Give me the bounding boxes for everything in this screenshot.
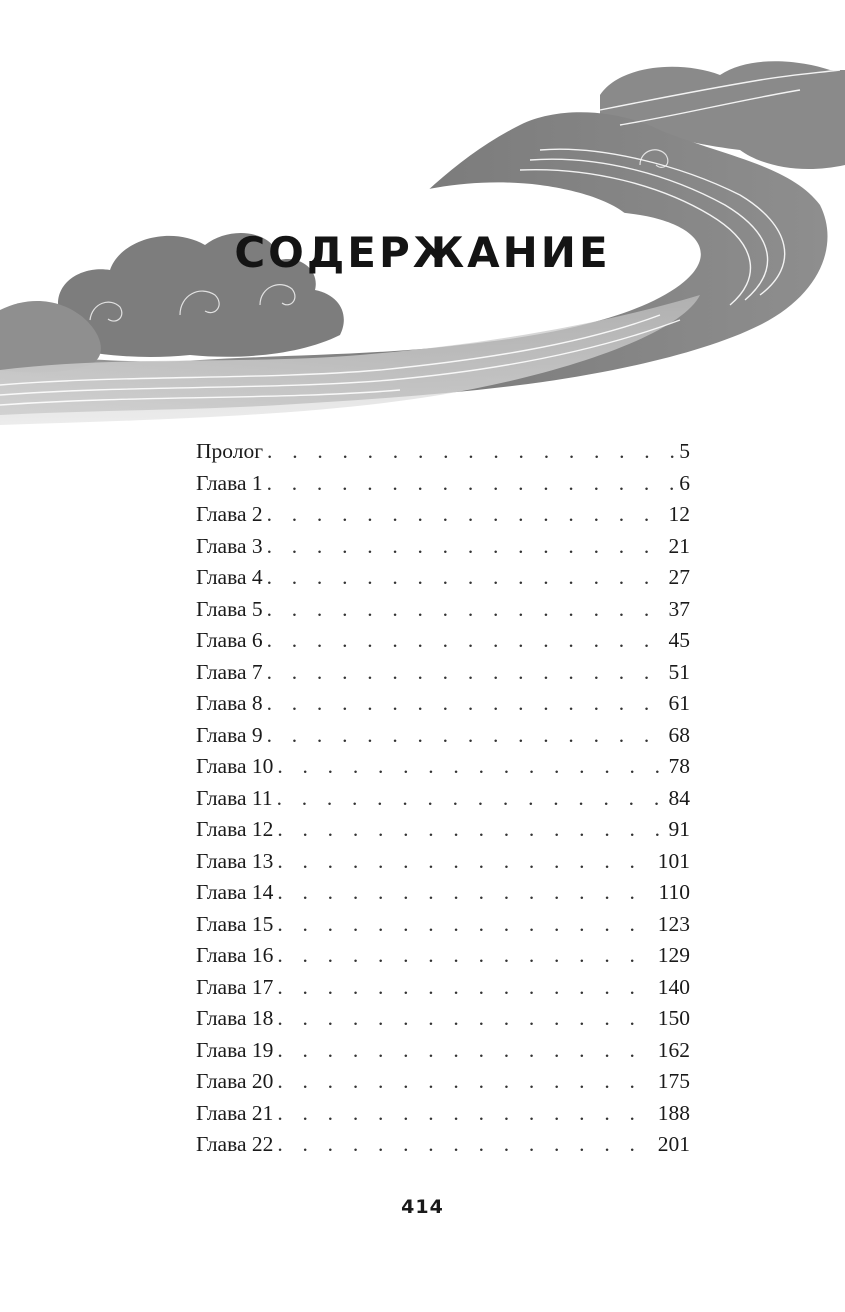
toc-entry-page: 101 — [657, 848, 690, 873]
toc-entry-label: Глава 5 — [196, 596, 263, 621]
toc-entry[interactable] — [196, 846, 690, 878]
toc-entry[interactable] — [196, 562, 690, 594]
toc-entry-page: 201 — [657, 1132, 690, 1156]
dot-leader — [267, 594, 665, 626]
toc-entry[interactable] — [196, 940, 690, 972]
toc-entry[interactable] — [196, 972, 690, 1004]
toc-entry-label: Глава 2 — [196, 502, 263, 526]
toc-entry-label: Глава 22 — [196, 1132, 274, 1156]
toc-entry[interactable] — [196, 751, 690, 783]
dot-leader — [277, 909, 653, 941]
toc-entry-page: 27 — [668, 565, 690, 589]
toc-entry-page: 175 — [657, 1069, 690, 1093]
dot-leader — [277, 877, 654, 909]
toc-entry-label: Пролог — [196, 439, 264, 463]
toc-entry-label: Глава 21 — [196, 1100, 274, 1125]
toc-entry-label: Глава 16 — [196, 943, 274, 967]
dot-leader — [267, 720, 665, 752]
toc-entry[interactable] — [196, 720, 690, 752]
toc-entry[interactable] — [196, 436, 690, 468]
dot-leader — [267, 688, 665, 720]
toc-entry-label: Глава 10 — [196, 754, 274, 778]
dot-leader — [277, 846, 653, 878]
toc-entry-page: 140 — [657, 974, 690, 999]
toc-entry[interactable] — [196, 1066, 690, 1098]
toc-entry-label: Глава 4 — [196, 565, 263, 589]
dot-leader — [267, 531, 665, 563]
toc-entry-page: 78 — [668, 754, 690, 778]
toc-entry-page: 162 — [657, 1037, 690, 1062]
dot-leader — [267, 625, 665, 657]
toc-entry[interactable] — [196, 814, 690, 846]
toc-entry-page: 37 — [668, 596, 690, 621]
toc-entry-page: 68 — [668, 722, 690, 747]
dot-leader — [277, 1035, 653, 1067]
toc-entry[interactable] — [196, 688, 690, 720]
dot-leader — [277, 814, 664, 846]
toc-entry[interactable] — [196, 909, 690, 941]
dot-leader — [277, 1129, 653, 1161]
toc-entry-label: Глава 20 — [196, 1069, 274, 1093]
toc-entry-page: 129 — [657, 943, 690, 967]
toc-entry-label: Глава 15 — [196, 911, 274, 936]
toc-entry-page: 45 — [668, 628, 690, 652]
dot-leader — [277, 940, 653, 972]
toc-entry-label: Глава 18 — [196, 1006, 274, 1030]
dot-leader — [267, 562, 665, 594]
toc-entry[interactable] — [196, 1129, 690, 1161]
toc-entry[interactable] — [196, 594, 690, 626]
table-of-contents — [196, 436, 690, 1161]
toc-entry[interactable] — [196, 468, 690, 500]
toc-entry[interactable] — [196, 1035, 690, 1067]
toc-entry-label: Глава 3 — [196, 533, 263, 558]
toc-entry-label: Глава 12 — [196, 817, 274, 841]
page-title: СОДЕРЖАНИЕ — [234, 228, 611, 277]
toc-entry-label: Глава 17 — [196, 974, 274, 999]
toc-entry-label: Глава 11 — [196, 785, 273, 810]
dot-leader — [277, 1098, 653, 1130]
toc-entry-page: 91 — [668, 817, 690, 841]
toc-entry-page: 61 — [668, 691, 690, 715]
toc-entry-label: Глава 19 — [196, 1037, 274, 1062]
toc-entry-page: 51 — [668, 659, 690, 684]
toc-entry[interactable] — [196, 783, 690, 815]
toc-entry[interactable] — [196, 531, 690, 563]
dot-leader — [277, 1066, 653, 1098]
toc-entry[interactable] — [196, 499, 690, 531]
toc-entry-page: 150 — [657, 1006, 690, 1030]
page-number: 414 — [401, 1196, 444, 1218]
dot-leader — [267, 499, 665, 531]
toc-entry-page: 6 — [679, 470, 690, 495]
toc-entry[interactable] — [196, 1098, 690, 1130]
toc-entry-page: 110 — [658, 880, 690, 904]
toc-entry-page: 5 — [679, 439, 690, 463]
dot-leader — [267, 657, 665, 689]
toc-entry-label: Глава 8 — [196, 691, 263, 715]
toc-entry-page: 84 — [668, 785, 690, 810]
toc-entry[interactable] — [196, 1003, 690, 1035]
toc-entry-label: Глава 1 — [196, 470, 263, 495]
toc-entry-label: Глава 7 — [196, 659, 263, 684]
toc-entry-page: 12 — [668, 502, 690, 526]
toc-entry[interactable] — [196, 877, 690, 909]
toc-entry-page: 123 — [657, 911, 690, 936]
toc-entry-label: Глава 14 — [196, 880, 274, 904]
toc-entry-label: Глава 9 — [196, 722, 263, 747]
toc-entry[interactable] — [196, 657, 690, 689]
dot-leader — [277, 1003, 653, 1035]
toc-entry-label: Глава 6 — [196, 628, 263, 652]
toc-entry-page: 188 — [657, 1100, 690, 1125]
dot-leader — [277, 972, 653, 1004]
toc-entry[interactable] — [196, 625, 690, 657]
toc-entry-label: Глава 13 — [196, 848, 274, 873]
dot-leader — [277, 783, 665, 815]
dot-leader — [267, 468, 676, 500]
dot-leader — [277, 751, 664, 783]
dot-leader — [267, 436, 675, 468]
toc-entry-page: 21 — [668, 533, 690, 558]
